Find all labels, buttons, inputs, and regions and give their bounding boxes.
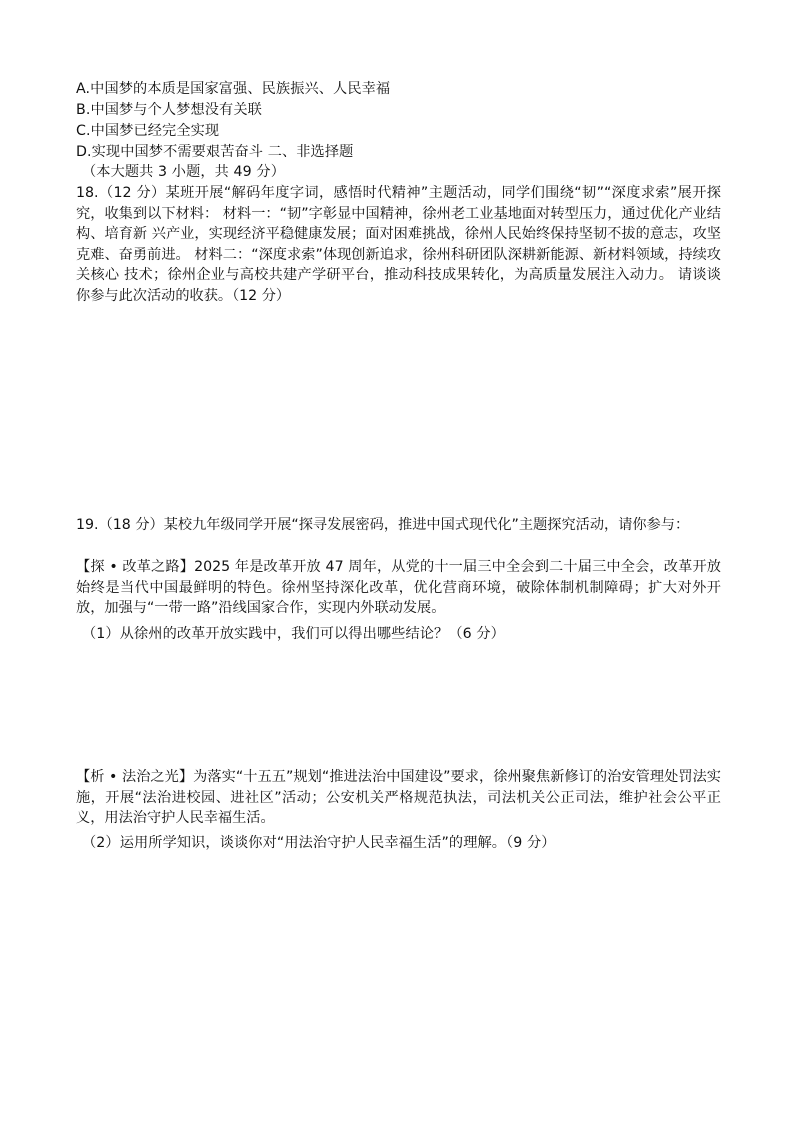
q19-material-law: 【析 • 法治之光】为落实“十五五”规划“推进法治中国建设”要求，徐州聚焦新修订的治安管理处罚法实施，开展“法治进校园、进社区”活动；公安机关严格规范执法，司法机关公正司法，维护社会公平正义，用法治守护人民幸福生活。 [76,769,721,826]
question-19-intro: 19.（18 分）某校九年级同学开展“探寻发展密码，推进中国式现代化”主题探究活动，请你参与： [76,517,690,533]
section-note: （本大题共 3 小题，共 49 分） [82,164,285,180]
question-18: 18.（12 分）某班开展“解码年度字词，感悟时代精神”主题活动，同学们围绕“韧”“深度求索”展开探究，收集到以下材料： 材料一：“韧”字彰显中国精神，徐州老工业基地面对转型压力，通过优化产业结构、培育新 兴产业，实现经济平稳健康发展；面对困难挑战，徐州人民始终保持坚韧不拔的意志，攻坚 克难、奋勇前进。 材料二：“深度求索”体现创新追求，徐州科研团队深耕新能源、新材料领域，持续攻关核心 技术；徐州企业与高校共建产学研平台，推动科技成果转化，为高质量发展注入动力。 请谈谈你参与此次活动的收获。（12 分） [76,185,721,304]
q18-answer-space [76,330,721,510]
option-a: A.中国梦的本质是国家富强、民族振兴、人民幸福 [76,81,391,97]
q19-1-answer-space [76,648,721,763]
option-b: B.中国梦与个人梦想没有关联 [76,102,262,118]
q19-material-reform: 【探 • 改革之路】2025 年是改革开放 47 周年，从党的十一届三中全会到二十届三中全会，改革开放始终是当代中国最鲜明的特色。徐州坚持深化改革，优化营商环境，破除体制机制障碍；扩大对外开放，加强与“一带一路”沿线国家合作，实现内外联动发展。 [76,559,721,616]
q19-2-answer-space [76,858,721,1098]
option-d: D.实现中国梦不需要艰苦奋斗 二、非选择题 [76,144,354,160]
option-c: C.中国梦已经完全实现 [76,123,220,139]
q19-subquestion-2: （2）运用所学知识，谈谈你对“用法治守护人民幸福生活”的理解。（9 分） [82,835,556,851]
q19-subquestion-1: （1）从徐州的改革开放实践中，我们可以得出哪些结论？（6 分） [82,626,505,642]
